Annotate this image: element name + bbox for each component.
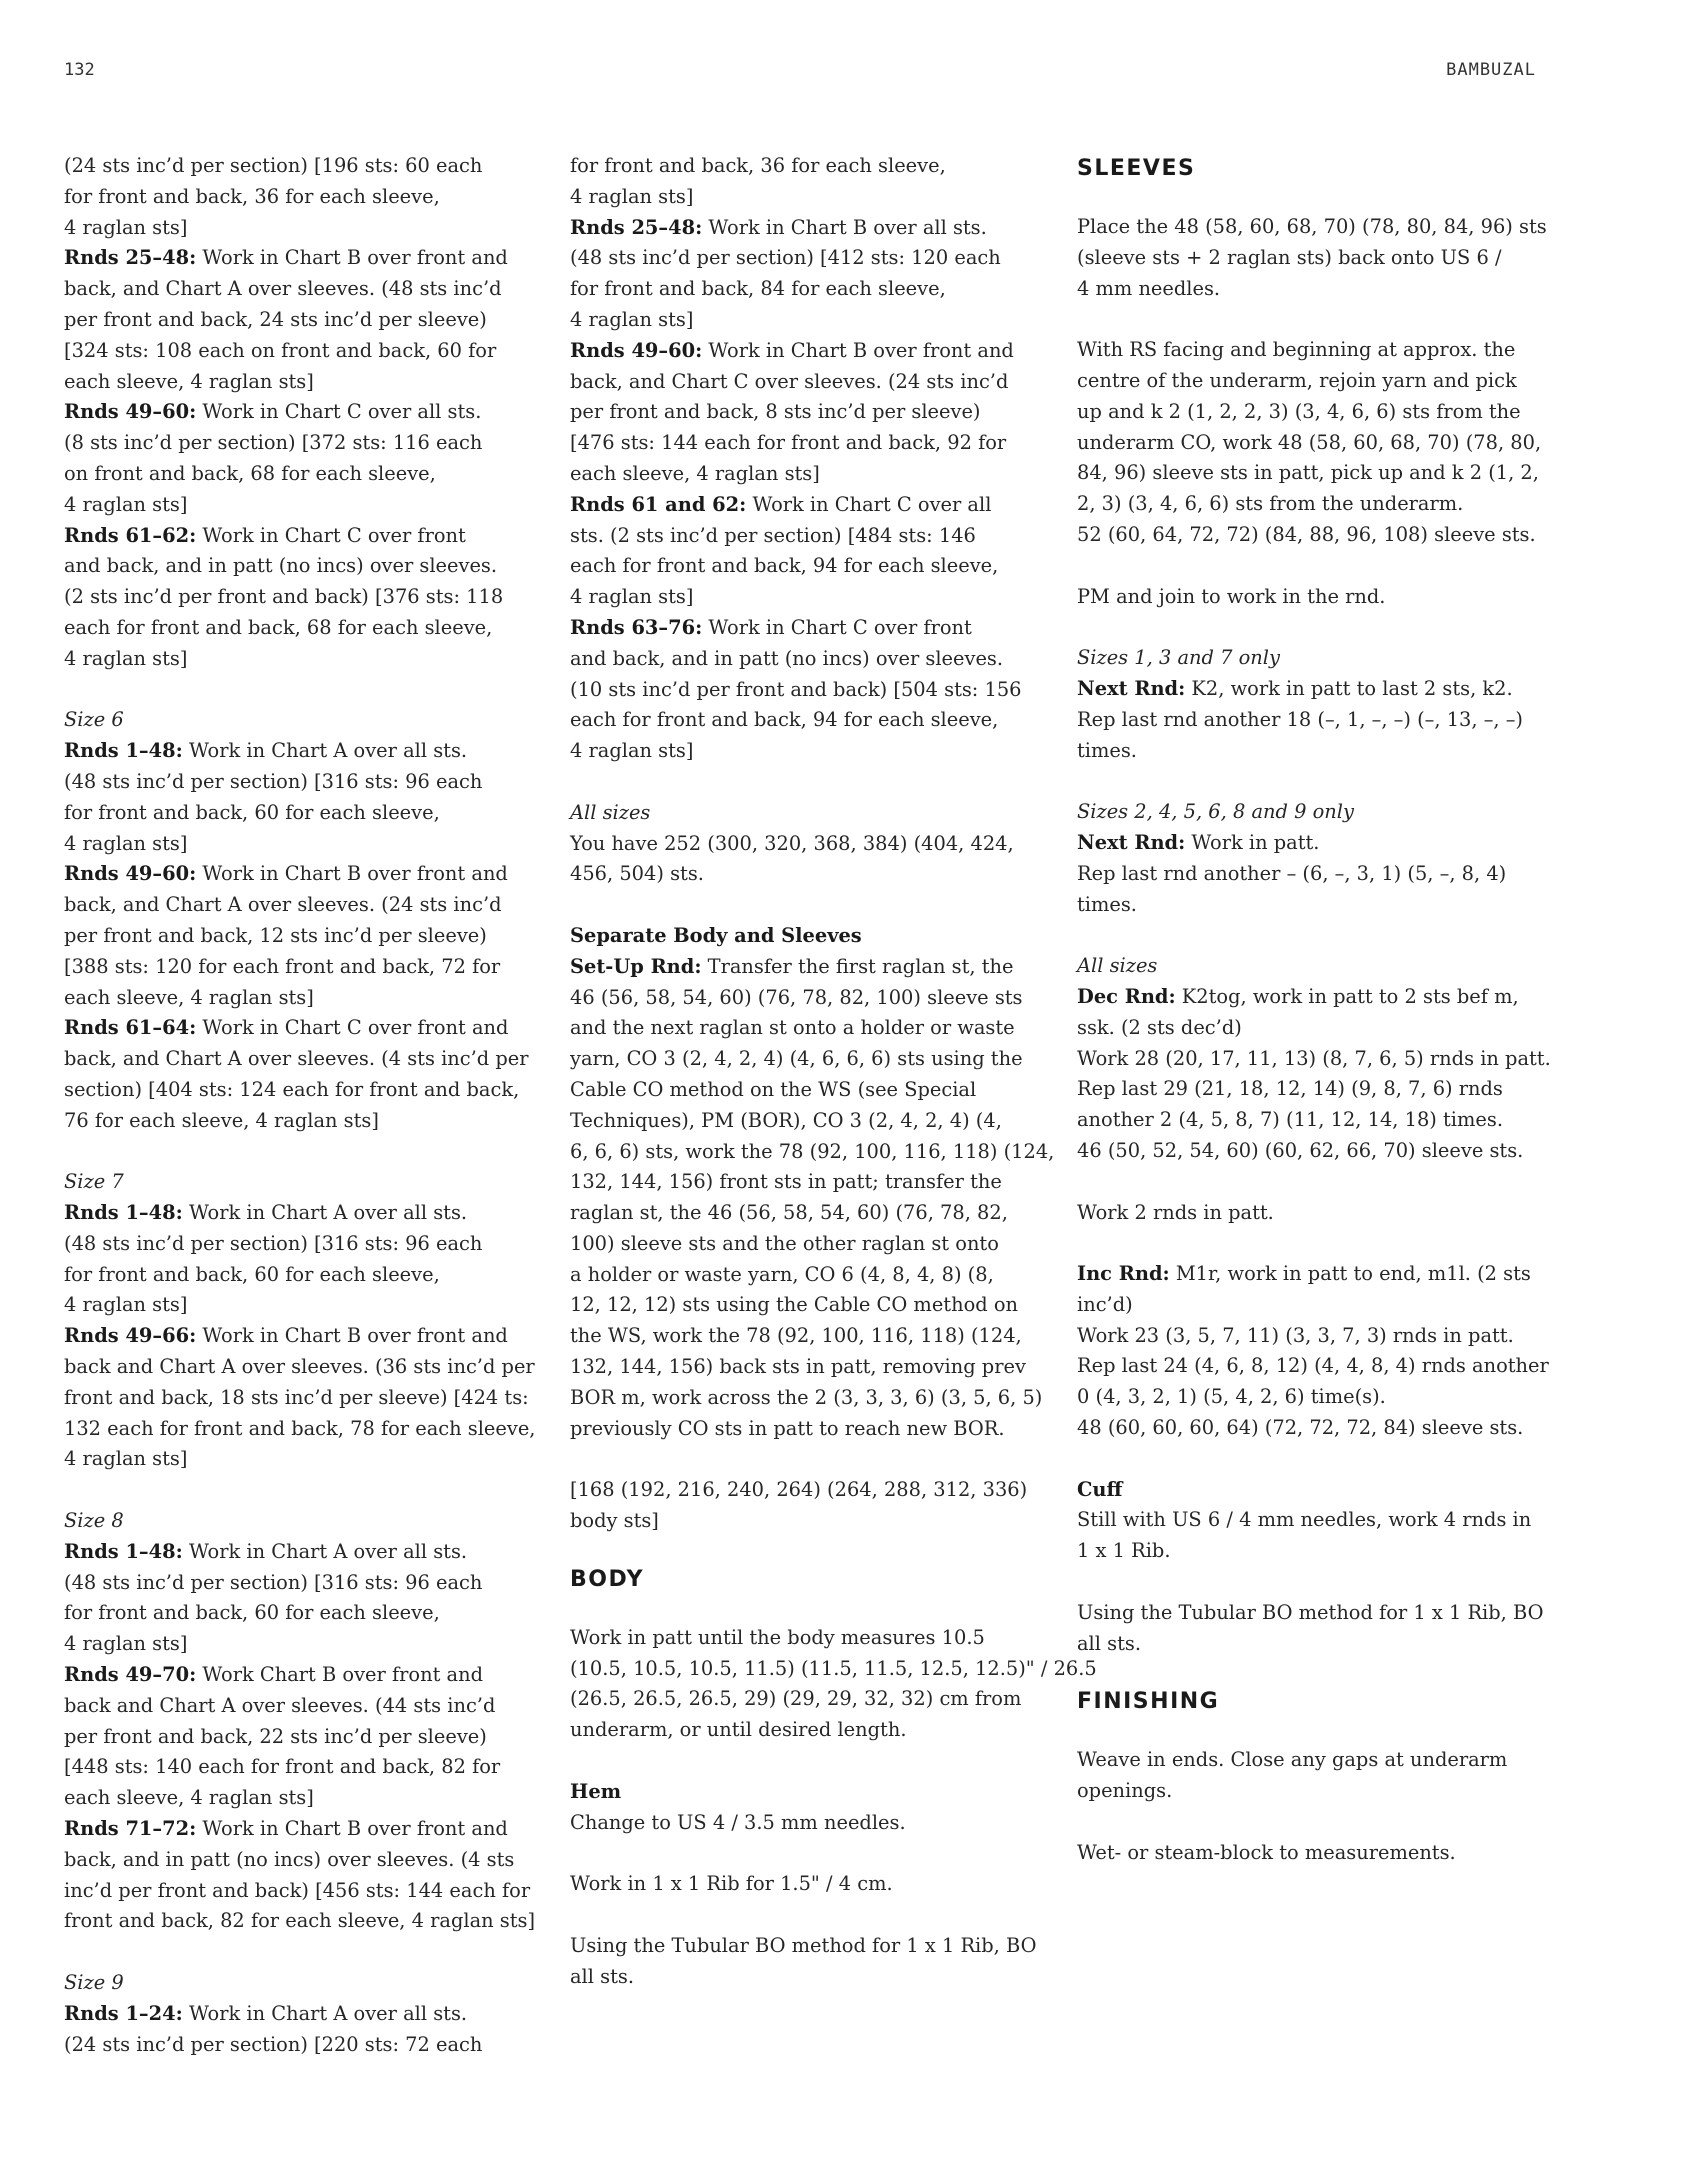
text-line: 12, 12, 12) sts using the Cable CO method on <box>570 1293 1018 1317</box>
text-line: 6, 6, 6) sts, work the 78 (92, 100, 116, 118) (124, <box>570 1139 1055 1163</box>
text-line: Cable CO method on the WS (see Special <box>570 1077 977 1101</box>
paragraph-spacer <box>570 1598 1045 1623</box>
subsection-heading: Cuff <box>1077 1477 1123 1501</box>
text-line: for front and back, 36 for each sleeve, <box>64 184 440 208</box>
text-line: times. <box>1077 892 1137 916</box>
text-line: all sts. <box>1077 1631 1141 1655</box>
round-label: Next Rnd: <box>1077 830 1186 854</box>
round-label: Rnds 49–60: <box>64 400 197 424</box>
size-subheading: All sizes <box>1077 954 1158 978</box>
text-line: Wet- or steam-block to measurements. <box>1077 1840 1456 1864</box>
paragraph-spacer <box>570 767 1045 798</box>
round-label: Inc Rnd: <box>1077 1262 1170 1286</box>
instruction-text: Work in Chart A over all sts. <box>182 2001 468 2025</box>
instruction-line <box>570 952 1045 983</box>
paragraph-spacer <box>570 1537 1045 1562</box>
text-line: back, and in patt (no incs) over sleeves. (4 sts <box>64 1847 515 1871</box>
text-line: centre of the underarm, rejoin yarn and pick <box>1077 368 1517 392</box>
text-line: underarm, or until desired length. <box>570 1718 907 1742</box>
instruction-text: K2tog, work in patt to 2 sts bef m, <box>1175 984 1519 1008</box>
round-label: Rnds 25–48: <box>570 215 703 239</box>
paragraph-spacer <box>1077 1167 1552 1198</box>
round-label: Rnds 71–72: <box>64 1817 197 1841</box>
instruction-line <box>570 213 1045 244</box>
text-line: 84, 96) sleeve sts in patt, pick up and k 2 (1, 2, <box>1077 461 1539 485</box>
round-label: Rnds 63–76: <box>570 615 703 639</box>
text-line: for front and back, 60 for each sleeve, <box>64 1601 440 1625</box>
text-line: Place the 48 (58, 60, 68, 70) (78, 80, 84, 96) sts <box>1077 215 1547 238</box>
text-line: 4 raglan sts] <box>64 492 188 516</box>
instruction-text: Work in Chart C over front <box>196 523 466 547</box>
text-line: 2, 3) (3, 4, 6, 6) sts from the underarm. <box>1077 492 1464 516</box>
instruction-text: M1r, work in patt to end, m1l. (2 sts <box>1169 1262 1531 1286</box>
text-line: 4 raglan sts] <box>64 1447 188 1471</box>
text-line: each for front and back, 94 for each sleeve, <box>570 708 999 732</box>
paragraph-spacer <box>1077 612 1552 643</box>
text-line: Work in 1 x 1 Rib for 1.5" / 4 cm. <box>570 1872 893 1896</box>
size-subheading: Size 7 <box>64 1170 124 1194</box>
text-line: (24 sts inc’d per section) [220 sts: 72 each <box>64 2032 483 2056</box>
instruction-text: Work in Chart B over front and <box>196 1324 508 1348</box>
instruction-line <box>570 336 1045 367</box>
paragraph-spacer <box>1077 187 1552 212</box>
instruction-line <box>64 243 539 274</box>
text-line: each sleeve, 4 raglan sts] <box>64 1786 314 1810</box>
text-line: (48 sts inc’d per section) [316 sts: 96 each <box>64 769 483 793</box>
text-line: You have 252 (300, 320, 368, 384) (404, 424, <box>570 831 1014 855</box>
text-line: (8 sts inc’d per section) [372 sts: 116 each <box>64 431 483 455</box>
round-label: Rnds 1–48: <box>64 739 183 763</box>
instruction-text: K2, work in patt to last 2 sts, k2. <box>1185 676 1513 700</box>
section-heading: SLEEVES <box>1077 156 1196 181</box>
text-line: back and Chart A over sleeves. (36 sts inc’d per <box>64 1355 535 1379</box>
text-line: Change to US 4 / 3.5 mm needles. <box>570 1810 906 1834</box>
paragraph-spacer <box>64 1475 539 1506</box>
text-line: (24 sts inc’d per section) [196 sts: 60 each <box>64 154 483 177</box>
round-label: Rnds 1–48: <box>64 1201 183 1225</box>
text-line: [476 sts: 144 each for front and back, 92 for <box>570 431 1007 455</box>
round-label: Dec Rnd: <box>1077 984 1176 1008</box>
text-line: and back, and in patt (no incs) over sleeves. <box>570 646 1004 670</box>
text-line: Still with US 6 / 4 mm needles, work 4 rnds in <box>1077 1508 1532 1532</box>
instruction-text: Work in Chart C over front and <box>196 1016 509 1040</box>
text-line: Techniques), PM (BOR), CO 3 (2, 4, 2, 4) (4, <box>570 1108 1002 1132</box>
instruction-line <box>64 1198 539 1229</box>
text-line: on front and back, 68 for each sleeve, <box>64 461 436 485</box>
text-line: per front and back, 22 sts inc’d per sleeve) <box>64 1724 487 1748</box>
text-line: body sts] <box>570 1509 659 1533</box>
text-line: 4 raglan sts] <box>64 646 188 670</box>
text-line: per front and back, 8 sts inc’d per sleeve) <box>570 400 981 424</box>
text-line: each sleeve, 4 raglan sts] <box>64 985 314 1009</box>
paragraph-spacer <box>64 1937 539 1968</box>
text-line: up and k 2 (1, 2, 2, 3) (3, 4, 6, 6) sts from the <box>1077 399 1521 423</box>
instruction-text: Work in Chart B over front and <box>196 862 508 886</box>
paragraph-spacer <box>570 1900 1045 1931</box>
text-line: back, and Chart A over sleeves. (4 sts inc’d per <box>64 1047 529 1071</box>
instruction-line <box>64 1013 539 1044</box>
text-line: 4 raglan sts] <box>570 184 694 208</box>
instruction-text: Work in Chart B over front and <box>196 246 508 270</box>
instruction-line <box>570 613 1045 644</box>
section-heading: FINISHING <box>1077 1689 1220 1715</box>
text-line: per front and back, 24 sts inc’d per sleeve) <box>64 307 487 331</box>
instruction-line <box>64 1660 539 1691</box>
text-line: 48 (60, 60, 60, 64) (72, 72, 72, 84) sleeve sts. <box>1077 1416 1524 1440</box>
text-line: [168 (192, 216, 240, 264) (264, 288, 312, 336) <box>570 1478 1028 1502</box>
subsection-heading: Separate Body and Sleeves <box>570 923 862 947</box>
round-label: Rnds 1–48: <box>64 1539 183 1563</box>
text-line: inc’d per front and back) [456 sts: 144 each for <box>64 1878 531 1902</box>
instruction-text: Work in Chart C over all <box>746 492 992 516</box>
paragraph-spacer <box>1077 304 1552 335</box>
paragraph-spacer <box>1077 1567 1552 1598</box>
text-line: 76 for each sleeve, 4 raglan sts] <box>64 1108 379 1132</box>
text-column-2 <box>570 151 1097 1992</box>
subsection-heading: Hem <box>570 1779 622 1803</box>
text-line: for front and back, 84 for each sleeve, <box>570 277 946 301</box>
text-line: 4 raglan sts] <box>570 307 694 331</box>
size-subheading: Sizes 1, 3 and 7 only <box>1077 646 1280 670</box>
paragraph-spacer <box>1077 1807 1552 1838</box>
text-line: Rep last 24 (4, 6, 8, 12) (4, 4, 8, 4) rnds another <box>1077 1354 1549 1378</box>
text-line: Work 23 (3, 5, 7, 11) (3, 3, 7, 3) rnds in patt. <box>1077 1323 1514 1347</box>
paragraph-spacer <box>570 1746 1045 1777</box>
instruction-line <box>1077 674 1552 705</box>
text-line: 4 raglan sts] <box>570 585 694 609</box>
text-line: for front and back, 60 for each sleeve, <box>64 1262 440 1286</box>
instruction-line <box>64 397 539 428</box>
text-line: 4 mm needles. <box>1077 276 1221 300</box>
paragraph-spacer <box>1077 1444 1552 1475</box>
text-line: (10 sts inc’d per front and back) [504 sts: 156 <box>570 677 1022 701</box>
text-line: (sleeve sts + 2 raglan sts) back onto US 6 / <box>1077 245 1502 269</box>
text-line: each for front and back, 94 for each sleeve, <box>570 554 999 578</box>
text-line: 100) sleeve sts and the other raglan st onto <box>570 1231 999 1255</box>
size-subheading: Sizes 2, 4, 5, 6, 8 and 9 only <box>1077 800 1354 824</box>
instruction-text: Transfer the first raglan st, the <box>701 954 1014 978</box>
instruction-line <box>64 1999 539 2030</box>
text-line: all sts. <box>570 1964 634 1988</box>
text-line: 52 (60, 64, 72, 72) (84, 88, 96, 108) sleeve sts. <box>1077 522 1536 546</box>
text-line: per front and back, 12 sts inc’d per sleeve) <box>64 923 487 947</box>
round-label: Rnds 49–70: <box>64 1663 197 1687</box>
text-line: (48 sts inc’d per section) [412 sts: 120 each <box>570 246 1001 270</box>
instruction-text: Work in Chart C over front <box>702 615 972 639</box>
text-column-1 <box>64 151 539 2060</box>
round-label: Rnds 61–62: <box>64 523 197 547</box>
instruction-text: Work in Chart A over all sts. <box>182 1539 468 1563</box>
round-label: Rnds 25–48: <box>64 246 197 270</box>
section-heading: BODY <box>570 1566 645 1592</box>
text-line: Using the Tubular BO method for 1 x 1 Rib, BO <box>570 1933 1037 1957</box>
text-line: section) [404 sts: 124 each for front and back, <box>64 1077 520 1101</box>
text-line: 46 (50, 52, 54, 60) (60, 62, 66, 70) sleeve sts. <box>1077 1138 1524 1162</box>
paragraph-spacer <box>1077 551 1552 582</box>
text-line: back, and Chart A over sleeves. (48 sts inc’d <box>64 277 502 301</box>
text-line: Rep last rnd another 18 (–, 1, –, –) (–, 13, –, –) <box>1077 707 1523 731</box>
round-label: Rnds 49–60: <box>570 338 703 362</box>
text-line: back, and Chart A over sleeves. (24 sts inc’d <box>64 893 502 917</box>
instruction-line <box>1077 982 1552 1013</box>
text-line: 4 raglan sts] <box>64 1632 188 1656</box>
text-line: raglan st, the 46 (56, 58, 54, 60) (76, 78, 82, <box>570 1201 1008 1225</box>
instruction-line <box>1077 828 1552 859</box>
text-line: a holder or waste yarn, CO 6 (4, 8, 4, 8) (8, <box>570 1262 994 1286</box>
instruction-line <box>64 1537 539 1568</box>
instruction-line <box>64 736 539 767</box>
instruction-line <box>64 1814 539 1845</box>
text-line: 4 raglan sts] <box>570 739 694 763</box>
instruction-text: Work in Chart B over all sts. <box>702 215 987 239</box>
text-line: the WS, work the 78 (92, 100, 116, 118) (124, <box>570 1324 1022 1348</box>
text-line: Using the Tubular BO method for 1 x 1 Rib, BO <box>1077 1600 1544 1624</box>
instruction-text: Work in Chart B over front and <box>196 1817 508 1841</box>
paragraph-spacer <box>1077 920 1552 951</box>
paragraph-spacer <box>1077 1228 1552 1259</box>
text-line: and back, and in patt (no incs) over sleeves. <box>64 554 498 578</box>
instruction-text: Work in patt. <box>1185 830 1320 854</box>
round-label: Rnds 49–66: <box>64 1324 197 1348</box>
instruction-text: Work in Chart A over all sts. <box>182 1201 468 1225</box>
text-line: 456, 504) sts. <box>570 862 704 886</box>
instruction-text: Work Chart B over front and <box>196 1663 483 1687</box>
text-line: 132, 144, 156) front sts in patt; transfer the <box>570 1170 1002 1194</box>
text-line: Work 2 rnds in patt. <box>1077 1200 1274 1224</box>
text-line: back and Chart A over sleeves. (44 sts inc’d <box>64 1693 496 1717</box>
text-line: 132 each for front and back, 78 for each sleeve, <box>64 1416 536 1440</box>
text-line: PM and join to work in the rnd. <box>1077 584 1386 608</box>
round-label: Rnds 1–24: <box>64 2001 183 2025</box>
size-subheading: All sizes <box>570 800 651 824</box>
text-line: (10.5, 10.5, 10.5, 11.5) (11.5, 11.5, 12.5, 12.5)" / 26.5 <box>570 1656 1097 1680</box>
text-line: front and back, 82 for each sleeve, 4 raglan sts] <box>64 1909 536 1933</box>
instruction-line <box>64 859 539 890</box>
text-line: and the next raglan st onto a holder or waste <box>570 1016 1015 1040</box>
text-line: each for front and back, 68 for each sleeve, <box>64 615 493 639</box>
text-line: previously CO sts in patt to reach new BOR. <box>570 1416 1005 1440</box>
paragraph-spacer <box>1077 766 1552 797</box>
text-line: each sleeve, 4 raglan sts] <box>64 369 314 393</box>
instruction-line <box>1077 1259 1552 1290</box>
text-line: ssk. (2 sts dec’d) <box>1077 1015 1242 1039</box>
text-line: another 2 (4, 5, 8, 7) (11, 12, 14, 18) times. <box>1077 1108 1503 1132</box>
text-line: (26.5, 26.5, 26.5, 29) (29, 29, 32, 32) cm from <box>570 1687 1022 1711</box>
size-subheading: Size 6 <box>64 708 124 732</box>
running-head: BAMBUZAL <box>1446 60 1536 80</box>
text-line: Work in patt until the body measures 10.5 <box>570 1625 985 1649</box>
text-line: [448 sts: 140 each for front and back, 82 for <box>64 1755 501 1779</box>
text-line: 46 (56, 58, 54, 60) (76, 78, 82, 100) sleeve sts <box>570 985 1023 1009</box>
instruction-line <box>64 521 539 552</box>
text-line: 1 x 1 Rib. <box>1077 1539 1171 1563</box>
instruction-line <box>570 490 1045 521</box>
instruction-text: Work in Chart B over front and <box>702 338 1014 362</box>
size-subheading: Size 9 <box>64 1971 124 1995</box>
page-number: 132 <box>64 60 95 80</box>
text-line: [324 sts: 108 each on front and back, 60 for <box>64 338 497 362</box>
text-line: for front and back, 60 for each sleeve, <box>64 800 440 824</box>
round-label: Next Rnd: <box>1077 676 1186 700</box>
text-line: times. <box>1077 738 1137 762</box>
instruction-line <box>64 1321 539 1352</box>
text-line: Rep last rnd another – (6, –, 3, 1) (5, –, 8, 4) <box>1077 861 1507 885</box>
text-line: openings. <box>1077 1779 1173 1803</box>
text-line: Work 28 (20, 17, 11, 13) (8, 7, 6, 5) rnds in patt. <box>1077 1046 1551 1070</box>
text-line: front and back, 18 sts inc’d per sleeve) [424 ts: <box>64 1385 529 1409</box>
text-line: underarm CO, work 48 (58, 60, 68, 70) (78, 80, <box>1077 430 1542 454</box>
paragraph-spacer <box>570 1838 1045 1869</box>
text-line: yarn, CO 3 (2, 4, 2, 4) (4, 6, 6, 6) sts using the <box>570 1047 1023 1071</box>
paragraph-spacer <box>64 675 539 706</box>
text-line: back, and Chart C over sleeves. (24 sts inc’d <box>570 369 1009 393</box>
text-line: BOR m, work across the 2 (3, 3, 3, 6) (3, 5, 6, 5) <box>570 1385 1043 1409</box>
text-line: Rep last 29 (21, 18, 12, 14) (9, 8, 7, 6) rnds <box>1077 1077 1503 1101</box>
round-label: Rnds 49–60: <box>64 862 197 886</box>
text-line: Weave in ends. Close any gaps at underarm <box>1077 1748 1508 1772</box>
text-line: With RS facing and beginning at approx. the <box>1077 338 1516 362</box>
text-line: each sleeve, 4 raglan sts] <box>570 461 820 485</box>
instruction-text: Work in Chart A over all sts. <box>182 739 468 763</box>
size-subheading: Size 8 <box>64 1509 124 1533</box>
text-line: sts. (2 sts inc’d per section) [484 sts: 146 <box>570 523 976 547</box>
text-line: 4 raglan sts] <box>64 1293 188 1317</box>
text-line: 4 raglan sts] <box>64 215 188 239</box>
text-line: 4 raglan sts] <box>64 831 188 855</box>
text-line: 132, 144, 156) back sts in patt, removing prev <box>570 1355 1026 1379</box>
text-line: (48 sts inc’d per section) [316 sts: 96 each <box>64 1231 483 1255</box>
text-line: 0 (4, 3, 2, 1) (5, 4, 2, 6) time(s). <box>1077 1385 1386 1409</box>
round-label: Set-Up Rnd: <box>570 954 702 978</box>
paragraph-spacer <box>570 1444 1045 1475</box>
text-column-3 <box>1077 151 1552 1869</box>
text-line: for front and back, 36 for each sleeve, <box>570 154 946 177</box>
round-label: Rnds 61 and 62: <box>570 492 747 516</box>
text-line: (48 sts inc’d per section) [316 sts: 96 each <box>64 1570 483 1594</box>
paragraph-spacer <box>1077 1659 1552 1684</box>
text-line: [388 sts: 120 for each front and back, 72 for <box>64 954 501 978</box>
text-line: (2 sts inc’d per front and back) [376 sts: 118 <box>64 585 504 609</box>
paragraph-spacer <box>570 890 1045 921</box>
paragraph-spacer <box>1077 1720 1552 1745</box>
instruction-text: Work in Chart C over all sts. <box>196 400 482 424</box>
round-label: Rnds 61–64: <box>64 1016 197 1040</box>
paragraph-spacer <box>64 1137 539 1168</box>
text-line: inc’d) <box>1077 1292 1133 1316</box>
